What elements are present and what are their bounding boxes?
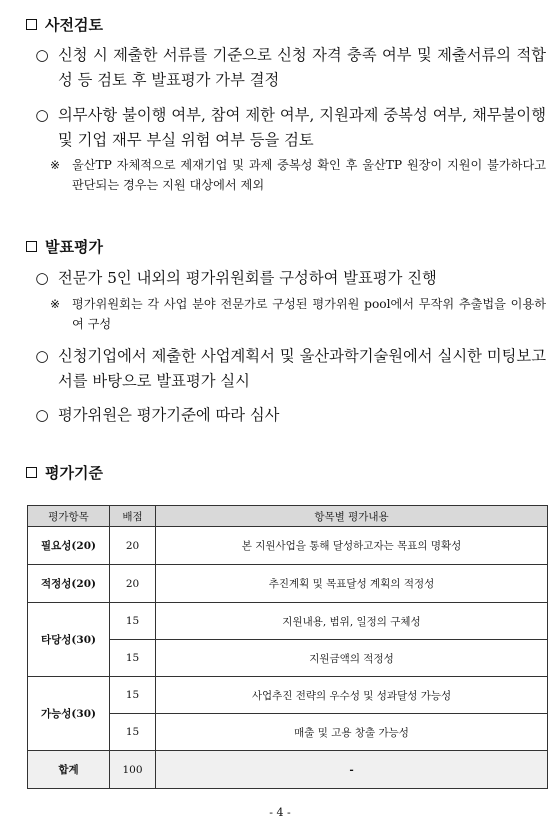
bullet-item (34, 103, 546, 153)
bullet-item (34, 403, 546, 428)
circle-bullet-icon: ○ (35, 347, 49, 365)
content-cell: 매출 및 고용 창출 가능성 (156, 714, 548, 751)
section-heading-presentation (26, 236, 103, 257)
circle-bullet-icon: ○ (35, 406, 49, 424)
note-mark-icon: ※ (50, 158, 61, 172)
total-content-cell: - (156, 751, 548, 789)
table-row (28, 527, 548, 565)
score-cell: 20 (110, 565, 156, 603)
content-cell: 본 지원사업을 통해 달성하고자는 목표의 명확성 (156, 527, 548, 565)
note-text: 울산TP 자체적으로 제재기업 및 과제 중복성 확인 후 울산TP 원장이 지원이 불가하다고 판단되는 경우는 지원 대상에서 제외 (72, 158, 546, 192)
square-bullet-icon (26, 19, 37, 30)
evaluation-criteria-table (27, 505, 548, 789)
square-bullet-icon (26, 467, 37, 478)
score-cell: 15 (110, 677, 156, 714)
note-mark-icon: ※ (50, 297, 61, 311)
note-item (50, 155, 546, 195)
table-row (28, 565, 548, 603)
note-item (50, 294, 546, 334)
table-total-row (28, 751, 548, 789)
content-cell: 추진계획 및 목표달성 계획의 적정성 (156, 565, 548, 603)
square-bullet-icon (26, 241, 37, 252)
header-cell: 배점 (110, 506, 156, 527)
bullet-item (34, 344, 546, 394)
bullet-text: 전문가 5인 내외의 평가위원회를 구성하여 발표평가 진행 (58, 269, 437, 287)
bullet-text: 의무사항 불이행 여부, 참여 제한 여부, 지원과제 중복성 여부, 채무불이행 및 기업 재무 부실 위험 여부 등을 검토 (58, 106, 546, 149)
total-label-cell: 합계 (28, 751, 110, 789)
item-cell: 적정성(20) (28, 565, 110, 603)
header-cell: 항목별 평가내용 (156, 506, 548, 527)
section-title: 평가기준 (45, 464, 103, 482)
circle-bullet-icon: ○ (35, 46, 49, 64)
bullet-text: 신청 시 제출한 서류를 기준으로 신청 자격 충족 여부 및 제출서류의 적합성 등 검토 후 발표평가 가부 결정 (58, 46, 546, 89)
table-row (28, 603, 548, 640)
item-cell: 필요성(20) (28, 527, 110, 565)
content-cell: 지원내용, 범위, 일정의 구체성 (156, 603, 548, 640)
circle-bullet-icon: ○ (35, 269, 49, 287)
section-title: 발표평가 (45, 238, 103, 256)
table-row (28, 677, 548, 714)
page-number: - 4 - (269, 806, 291, 819)
score-cell: 15 (110, 603, 156, 640)
section-heading-criteria (26, 462, 103, 483)
note-text: 평가위원회는 각 사업 분야 전문가로 구성된 평가위원 pool에서 무작위 추출법을 이용하여 구성 (72, 297, 546, 331)
section-title: 사전검토 (45, 16, 103, 34)
score-cell: 20 (110, 527, 156, 565)
item-cell: 가능성(30) (28, 677, 110, 751)
section-heading-pre-review (26, 14, 103, 35)
bullet-item (34, 266, 546, 291)
bullet-item (34, 43, 546, 93)
bullet-text: 평가위원은 평가기준에 따라 심사 (58, 406, 280, 424)
content-cell: 사업추진 전략의 우수성 및 성과달성 가능성 (156, 677, 548, 714)
content-cell: 지원금액의 적정성 (156, 640, 548, 677)
score-cell: 15 (110, 714, 156, 751)
bullet-text: 신청기업에서 제출한 사업계획서 및 울산과학기술원에서 실시한 미팅보고서를 바탕으로 발표평가 실시 (58, 347, 546, 390)
item-cell: 타당성(30) (28, 603, 110, 677)
total-score-cell: 100 (110, 751, 156, 789)
table-header-row (28, 506, 548, 527)
score-cell: 15 (110, 640, 156, 677)
circle-bullet-icon: ○ (35, 106, 49, 124)
header-cell: 평가항목 (28, 506, 110, 527)
